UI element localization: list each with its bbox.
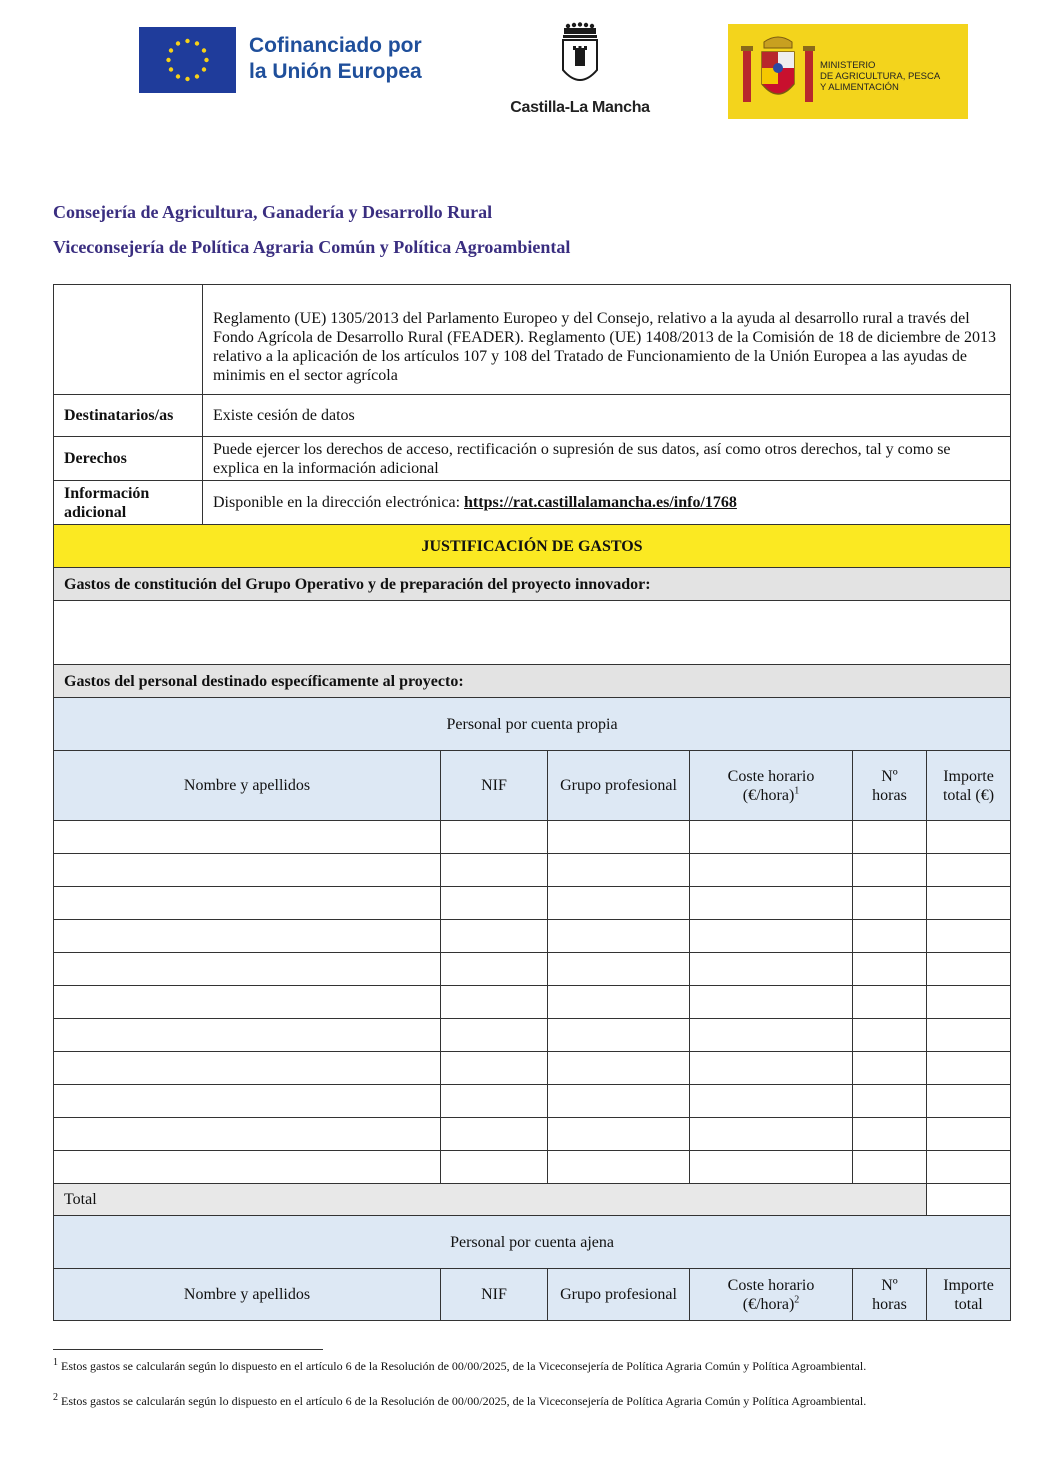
ajena-col-nif: NIF: [441, 1269, 548, 1321]
table-row: [54, 1085, 1011, 1118]
cell-grupo[interactable]: [548, 1052, 690, 1085]
cell-importe[interactable]: [927, 986, 1011, 1019]
cell-horas[interactable]: [853, 821, 927, 854]
ajena-title-row: [54, 1216, 1011, 1269]
personal-row: [54, 665, 1011, 698]
cell-nombre[interactable]: [54, 1052, 441, 1085]
cell-nombre[interactable]: [54, 1019, 441, 1052]
cell-coste[interactable]: [690, 887, 853, 920]
ajena-header-row: [54, 1269, 1011, 1321]
spain-coat-of-arms-icon: [738, 32, 818, 112]
castilla-la-mancha-logo: [500, 22, 660, 122]
informacion-adicional-row: [54, 481, 1011, 525]
ajena-col-importe: Importe total: [927, 1269, 1011, 1321]
cell-horas[interactable]: [853, 1052, 927, 1085]
table-row: [54, 854, 1011, 887]
constitucion-input[interactable]: [54, 601, 1011, 665]
viceconsejeria-title: Viceconsejería de Política Agraria Común y Política Agroambiental: [53, 237, 571, 257]
cell-horas[interactable]: [853, 1019, 927, 1052]
cell-horas[interactable]: [853, 1085, 927, 1118]
cell-nombre[interactable]: [54, 1151, 441, 1184]
eu-flag-icon: [139, 27, 236, 93]
cell-nombre[interactable]: [54, 854, 441, 887]
cell-grupo[interactable]: [548, 1085, 690, 1118]
propia-col-importe: Importe total (€): [927, 751, 1011, 821]
footnote-2-ref: 2: [53, 1392, 58, 1403]
propia-total-value[interactable]: [927, 1184, 1011, 1216]
cell-coste[interactable]: [690, 1151, 853, 1184]
clm-logo-text: Castilla-La Mancha: [510, 99, 650, 116]
ministry-logo-text: MINISTERIO DE AGRICULTURA, PESCA Y ALIMENTACIÓN: [820, 60, 941, 93]
cell-grupo[interactable]: [548, 920, 690, 953]
ajena-col-horas: Nº horas: [853, 1269, 927, 1321]
table-row: [54, 821, 1011, 854]
ajena-col-nombre: Nombre y apellidos: [54, 1269, 441, 1321]
propia-header-row: [54, 751, 1011, 821]
footnote-separator: [53, 1349, 323, 1350]
propia-rows: [54, 821, 1011, 1184]
propia-col-horas: Nº horas: [853, 751, 927, 821]
destinatarios-row: [54, 395, 1011, 437]
cell-coste[interactable]: [690, 1085, 853, 1118]
propia-col-nif: NIF: [441, 751, 548, 821]
cell-coste[interactable]: [690, 953, 853, 986]
cell-grupo[interactable]: [548, 854, 690, 887]
destinatarios-value: Existe cesión de datos: [203, 395, 1011, 437]
cell-coste[interactable]: [690, 986, 853, 1019]
propia-total-row: [54, 1184, 1011, 1216]
cell-importe[interactable]: [927, 887, 1011, 920]
table-row: [54, 1052, 1011, 1085]
footnote-2: [53, 1394, 993, 1408]
cell-coste[interactable]: [690, 854, 853, 887]
eu-cofinancing-logo: [139, 27, 439, 93]
cell-coste[interactable]: [690, 920, 853, 953]
table-row: [54, 1151, 1011, 1184]
footnote-ref-1[interactable]: 1: [794, 785, 800, 797]
ministry-logo: [728, 24, 968, 119]
legitimacion-row: [54, 285, 1011, 395]
cell-horas[interactable]: [853, 887, 927, 920]
cell-coste[interactable]: [690, 821, 853, 854]
footnote-1: [53, 1359, 993, 1373]
justificacion-header-row: [54, 525, 1011, 568]
cell-nif[interactable]: [441, 1052, 548, 1085]
propia-title-row: [54, 698, 1011, 751]
cell-nombre[interactable]: [54, 887, 441, 920]
clm-crest-icon: [500, 22, 660, 97]
table-row: [54, 953, 1011, 986]
derechos-value: Puede ejercer los derechos de acceso, rectificación o supresión de sus datos, así como otros derechos, tal y como se explica en la información adicional: [203, 437, 1011, 481]
footnote-1-ref: 1: [53, 1357, 58, 1368]
cell-grupo[interactable]: [548, 887, 690, 920]
consejeria-title: Consejería de Agricultura, Ganadería y Desarrollo Rural: [53, 202, 493, 222]
cell-importe[interactable]: [927, 1151, 1011, 1184]
cell-nombre[interactable]: [54, 953, 441, 986]
table-row: [54, 1118, 1011, 1151]
personal-label: Gastos del personal destinado específicamente al proyecto:: [54, 665, 1011, 698]
cell-nombre[interactable]: [54, 1118, 441, 1151]
derechos-label: Derechos: [54, 437, 203, 481]
informacion-adicional-link[interactable]: https://rat.castillalamancha.es/info/1768: [464, 494, 737, 511]
cell-nif[interactable]: [441, 821, 548, 854]
cell-nif[interactable]: [441, 887, 548, 920]
propia-col-coste: Coste horario (€/hora): [727, 767, 815, 804]
informacion-adicional-label: Información adicional: [54, 481, 203, 525]
cell-grupo[interactable]: [548, 821, 690, 854]
constitucion-row: [54, 568, 1011, 601]
cell-coste[interactable]: [690, 1019, 853, 1052]
cell-nif[interactable]: [441, 953, 548, 986]
table-row: [54, 1019, 1011, 1052]
cell-importe[interactable]: [927, 821, 1011, 854]
propia-col-grupo: Grupo profesional: [548, 751, 690, 821]
cell-importe[interactable]: [927, 1118, 1011, 1151]
propia-total-label: Total: [54, 1184, 927, 1216]
cell-horas[interactable]: [853, 920, 927, 953]
ajena-col-coste: Coste horario (€/hora): [727, 1276, 815, 1313]
cell-nif[interactable]: [441, 920, 548, 953]
cell-importe[interactable]: [927, 920, 1011, 953]
propia-col-nombre: Nombre y apellidos: [54, 751, 441, 821]
form-table: [53, 284, 1011, 1321]
derechos-row: [54, 437, 1011, 481]
cell-importe[interactable]: [927, 854, 1011, 887]
cell-importe[interactable]: [927, 953, 1011, 986]
cell-horas[interactable]: [853, 953, 927, 986]
cell-nif[interactable]: [441, 1118, 548, 1151]
cell-horas[interactable]: [853, 986, 927, 1019]
legitimacion-value: Reglamento (UE) 1305/2013 del Parlamento Europeo y del Consejo, relativo a la ayuda al desarrollo rural a través del Fondo Agrícola de Desarrollo Rural (FEADER). Reglamento (UE) 1408/2013 de la Comisión de 18 de diciembre de 2013 relativo a la aplicación de los artículos 107 y 108 del Tratado de Funcionamiento de la Unión Europea a las ayudas de minimis en el sector agrícola: [203, 285, 1011, 395]
justificacion-title: JUSTIFICACIÓN DE GASTOS: [54, 525, 1011, 568]
footnote-1-text: Estos gastos se calcularán según lo dispuesto en el artículo 6 de la Resolución de 00/00/2025, de la Viceconsejería de Política Agraria Común y Política Agroambiental.: [58, 1359, 867, 1373]
destinatarios-label: Destinatarios/as: [54, 395, 203, 437]
cell-nombre[interactable]: [54, 920, 441, 953]
table-row: [54, 887, 1011, 920]
cell-horas[interactable]: [853, 1118, 927, 1151]
footnote-2-text: Estos gastos se calcularán según lo dispuesto en el artículo 6 de la Resolución de 00/00/2025, de la Viceconsejería de Política Agraria Común y Política Agroambiental.: [58, 1394, 867, 1408]
table-row: [54, 986, 1011, 1019]
cell-nif[interactable]: [441, 986, 548, 1019]
ajena-col-grupo: Grupo profesional: [548, 1269, 690, 1321]
ajena-title: Personal por cuenta ajena: [54, 1216, 1011, 1269]
table-row: [54, 920, 1011, 953]
cell-nif[interactable]: [441, 1085, 548, 1118]
footnote-ref-2[interactable]: 2: [794, 1294, 800, 1306]
cell-grupo[interactable]: [548, 1019, 690, 1052]
propia-title: Personal por cuenta propia: [54, 698, 1011, 751]
cell-coste[interactable]: [690, 1118, 853, 1151]
cell-nif[interactable]: [441, 854, 548, 887]
constitucion-label: Gastos de constitución del Grupo Operativo y de preparación del proyecto innovador:: [54, 568, 1011, 601]
cell-nombre[interactable]: [54, 1085, 441, 1118]
cell-grupo[interactable]: [548, 986, 690, 1019]
cell-nif[interactable]: [441, 1019, 548, 1052]
cell-coste[interactable]: [690, 1052, 853, 1085]
cell-importe[interactable]: [927, 1019, 1011, 1052]
cell-grupo[interactable]: [548, 1118, 690, 1151]
legitimacion-label-cell: [54, 285, 203, 395]
informacion-adicional-prefix: Disponible en la dirección electrónica:: [213, 494, 465, 511]
cell-horas[interactable]: [853, 854, 927, 887]
eu-logo-text-2: la Unión Europea: [249, 60, 422, 83]
cell-grupo[interactable]: [548, 953, 690, 986]
constitucion-input-row: [54, 601, 1011, 665]
cell-nombre[interactable]: [54, 821, 441, 854]
cell-nombre[interactable]: [54, 986, 441, 1019]
eu-logo-text-1: Cofinanciado por: [249, 34, 422, 57]
cell-horas[interactable]: [853, 1151, 927, 1184]
cell-grupo[interactable]: [548, 1151, 690, 1184]
cell-nif[interactable]: [441, 1151, 548, 1184]
cell-importe[interactable]: [927, 1085, 1011, 1118]
cell-importe[interactable]: [927, 1052, 1011, 1085]
